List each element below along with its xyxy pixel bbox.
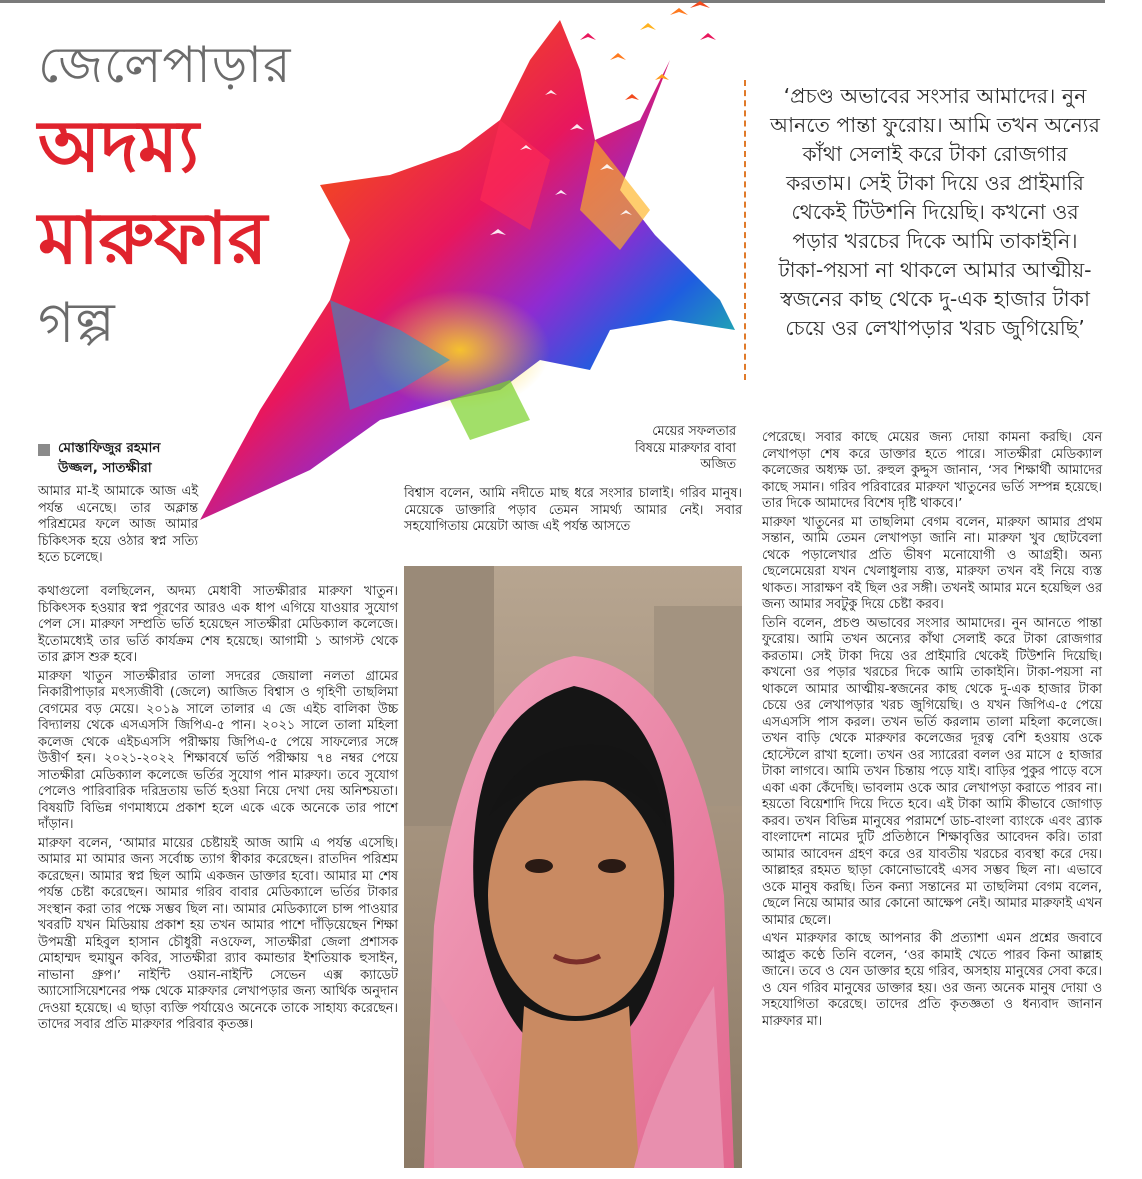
article-intro: [38, 484, 198, 569]
article-paragraph: এখন মারুফার কাছে আপনার কী প্রত্যাশা এমন প্রশ্নের জবাবে আপ্লুত কণ্ঠে তিনি বলেন, ‘ওর কামাই খেতে পারব কিনা আল্লাহ জানে। তবে ও যেন ডাক্তার হয়ে গরিব, অসহায় মানুষের সেবা করে। ও যেন গরিব মানুষের ডাক্তার হয়। ওর জন্য অনেক মানুষ দোয়া ও সহযোগিতা করেছে। তাদের প্রতি কৃতজ্ঞতা ও ধন্যবাদ জানান মারুফার মা।: [762, 931, 1102, 1029]
article-column-middle: [404, 486, 742, 538]
byline: [38, 438, 258, 478]
headline: [38, 30, 368, 364]
article-paragraph: মারুফা বলেন, ‘আমার মায়ের চেষ্টায়ই আজ আমি এ পর্যন্ত এসেছি। আমার মা আমার জন্য সর্বোচ্চ ত্যাগ স্বীকার করেছেন। রাতদিন পরিশ্রম করেছেন। আমার স্বপ্ন ছিল আমি একজন ডাক্তার হবো। আমার মা শেষ পর্যন্ত চেষ্টা করেছেন। আমার গরিব বাবার মেডিক্যালে ভর্তির টাকার সংস্থান করা তার পক্ষে সম্ভব ছিল না। আমার মেডিক্যালে চান্স পাওয়ার খবরটি যখন মিডিয়ায় প্রকাশ হয় তখন আমার পাশে দাঁড়িয়েছেন শিক্ষা উপমন্ত্রী মহিবুল হাসান চৌধুরী নওফেল, সাতক্ষীরা জেলা প্রশাসক মোহাম্মদ হুমায়ুন কবির, সাতক্ষীরা র‌্যাব কমান্ডার ইশতিয়াক হুসাইন, নাভানা গ্রুপ।’ নাইন্টি ওয়ান-নাইন্টি সেভেন এক্স ক্যাডেট অ্যাসোসিয়েশনের পক্ষ থেকে মারুফার লেখাপড়ার জন্য আর্থিক অনুদান দেওয়া হয়েছে। এ ছাড়া ব্যক্তি পর্যায়েও অনেকে তাকে সাহায্য করেছেন। তাদের সবার প্রতি মারুফার পরিবার কৃতজ্ঞ।: [38, 835, 398, 1032]
article-paragraph: তিনি বলেন, প্রচণ্ড অভাবের সংসার আমাদের। নুন আনতে পান্তা ফুরোয়। আমি তখন অন্যের কাঁথা সেলাই করে টাকা রোজগার করতাম। সেই টাকা দিয়ে ওর প্রাইমারি থেকেই টিউশনি দিয়েছি। কখনো ওর পড়ার খরচের দিকে আমি তাকাইনি। টাকা-পয়সা না থাকলে আমার আত্মীয়-স্বজনের কাছ থেকে দু-এক হাজার টাকা চেয়ে ওর লেখাপড়ার খরচ জুগিয়েছি। ও যখন জিপিএ-৫ পেয়ে এসএসসি পাস করল। তখন ভর্তি করলাম তালা মহিলা কলেজে। তখন বাড়ি থেকে মারুফার কলেজের দূরত্ব বেশি হওয়ায় ওকে হোস্টেলে রাখা হলো। তখন ওর স্যারেরা বলল ওর মাসে ৫ হাজার টাকা লাগবে। আমি তখন চিন্তায় পড়ে যাই। বাড়ির পুকুর পাড়ে বসে একা একা কেঁদেছি। ভাবলাম ওকে আর লেখাপড়া করাতে পারব না। হয়তো বিয়েশাদি দিয়ে দিতে হবে। এই টাকা আমি কীভাবে জোগাড় করব। তখন বিভিন্ন মানুষের পরামর্শে ডাচ-বাংলা ব্যাংকে এবং ব্র্যাক বাংলাদেশ নামের দুটি প্রতিষ্ঠানে শিক্ষাবৃত্তির আবেদন করি। তারা আমার আবেদন গ্রহণ করে ওর যাবতীয় খরচের ব্যবস্থা করে দেয়। আল্লাহর রহমত ছাড়া কোনোভাবেই এসব সম্ভব ছিল না। এভাবে ওকে মানুষ করছি। তিন কন্যা সন্তানের মা তাছলিমা বেগম বলেন, ছেলে নিয়ে আমার আর কোনো আক্ষেপ নেই। আমার মারুফাই এখন আমার ছেলে।: [762, 615, 1102, 928]
headline-line-4: গল্প: [38, 291, 115, 356]
article-paragraph: মারুফা খাতুনের মা তাছলিমা বেগম বলেন, মারুফা আমার প্রথম সন্তান, আমি তেমন লেখাপড়া জানি না। মারুফা খুব ছোটবেলা থেকে পড়ালেখার প্রতি ভীষণ মনোযোগী ও আগ্রহী। অন্য ছেলেমেয়েরা যখন খেলাধুলায় ব্যস্ত, মারুফা তখন বই নিয়ে ব্যস্ত থাকত। সারাক্ষণ বই ছিল ওর সঙ্গী। তখনই আমার মনে হয়েছিল ওর জন্য আমার সবটুকু দিয়ে চেষ্টা করব।: [762, 514, 1102, 612]
article-intro-quote: আমার মা-ই আমাকে আজ এই পর্যন্ত এনেছে। তার অক্লান্ত পরিশ্রমের ফলে আজ আমার চিকিৎসক হয়ে ওঠার স্বপ্ন সত্যি হতে চলেছে।: [38, 484, 198, 565]
byline-text: [58, 438, 160, 478]
byline-author: মোস্তাফিজুর রহমান: [58, 440, 161, 456]
headline-line-2: অদম্য: [38, 104, 200, 188]
headline-line-1: জেলেপাড়ার: [38, 36, 292, 94]
article-paragraph: বিশ্বাস বলেন, আমি নদীতে মাছ ধরে সংসার চালাই। গরিব মানুষ। মেয়েকে ডাক্তারি পড়াব তেমন সামর্থ্য আমার নেই। সবার সহযোগিতায় মেয়েটা আজ এই পর্যন্ত আসতে: [404, 486, 742, 534]
byline-marker-icon: [38, 444, 50, 456]
article-column-right: [762, 430, 1102, 1032]
article-mid-lead: [624, 424, 736, 476]
article-paragraph: মারুফা খাতুন সাতক্ষীরার তালা সদরের জেয়ালা নলতা গ্রামের নিকারীপাড়ার মৎস্যজীবী (জেলে) আজিত বিশ্বাস ও গৃহিণী তাছলিমা বেগমের বড় মেয়ে। ২০১৯ সালে তালার এ জে এইচ বালিকা উচ্চ বিদ্যালয় থেকে এসএসসি জিপিএ-৫ পান। ২০২১ সালে তালা মহিলা কলেজ থেকে এইচএসসি পরীক্ষায় জিপিএ-৫ পেয়ে সাফল্যের সঙ্গে উত্তীর্ণ হন। ২০২১-২০২২ শিক্ষাবর্ষে ভর্তি পরীক্ষায় ৭৪ নম্বর পেয়ে সাতক্ষীরা মেডিক্যাল কলেজে ভর্তির সুযোগ পান মারুফা। তবে সুযোগ পেলেও পারিবারিক দরিদ্রতায় ভর্তি হওয়া নিয়ে দেখা দেয় অনিশ্চয়তা। বিষয়টি বিভিন্ন গণমাধ্যমে প্রকাশ হলে একে একে অনেকে তার পাশে দাঁড়ান।: [38, 668, 398, 832]
portrait-photo: [404, 566, 742, 1168]
byline-location: উজ্জল, সাতক্ষীরা: [58, 460, 152, 476]
article-paragraph: মেয়ের সফলতার বিষয়ে মারুফার বাবা অজিত: [634, 424, 736, 472]
article-column-left: [38, 584, 398, 1036]
article-paragraph: কথাগুলো বলছিলেন, অদম্য মেধাবী সাতক্ষীরার মারুফা খাতুন। চিকিৎসক হওয়ার স্বপ্ন পূরণের আরও এক ধাপ এগিয়ে যাওয়ার সুযোগ পেল সে। মারুফা সম্প্রতি ভর্তি হয়েছেন সাতক্ষীরা মেডিক্যাল কলেজে। ইতোমধ্যেই তার ভর্তি কার্যক্রম শেষ হয়েছে। আগামী ১ আগস্ট থেকে তার ক্লাস শুরু হবে।: [38, 584, 398, 665]
pull-quote-divider: [744, 80, 746, 380]
headline-line-3: মারুফার: [38, 196, 268, 280]
article-paragraph: পেরেছে। সবার কাছে মেয়ের জন্য দোয়া কামনা করছি। যেন লেখাপড়া শেষ করে ডাক্তার হতে পারে। সাতক্ষীরা মেডিক্যাল কলেজের অধ্যক্ষ ডা. রুহুল কুদ্দুস জানান, ‘সব শিক্ষার্থী আমাদের কাছে সমান। গরিব পরিবারের মারুফা খাতুনের ভর্তি সম্পন্ন হয়েছে। তার দিকে আমাদের বিশেষ দৃষ্টি থাকবে।’: [762, 430, 1102, 511]
pull-quote: ‘প্রচণ্ড অভাবের সংসার আমাদের। নুন আনতে পান্তা ফুরোয়। আমি তখন অন্যের কাঁথা সেলাই করে টাকা রোজগার করতাম। সেই টাকা দিয়ে ওর প্রাইমারি থেকেই টিউশনি দিয়েছি। কখনো ওর পড়ার খরচের দিকে আমি তাকাইনি। টাকা-পয়সা না থাকলে আমার আত্মীয়-স্বজনের কাছ থেকে দু-এক হাজার টাকা চেয়ে ওর লেখাপড়ার খরচ জুগিয়েছি’: [770, 84, 1100, 340]
